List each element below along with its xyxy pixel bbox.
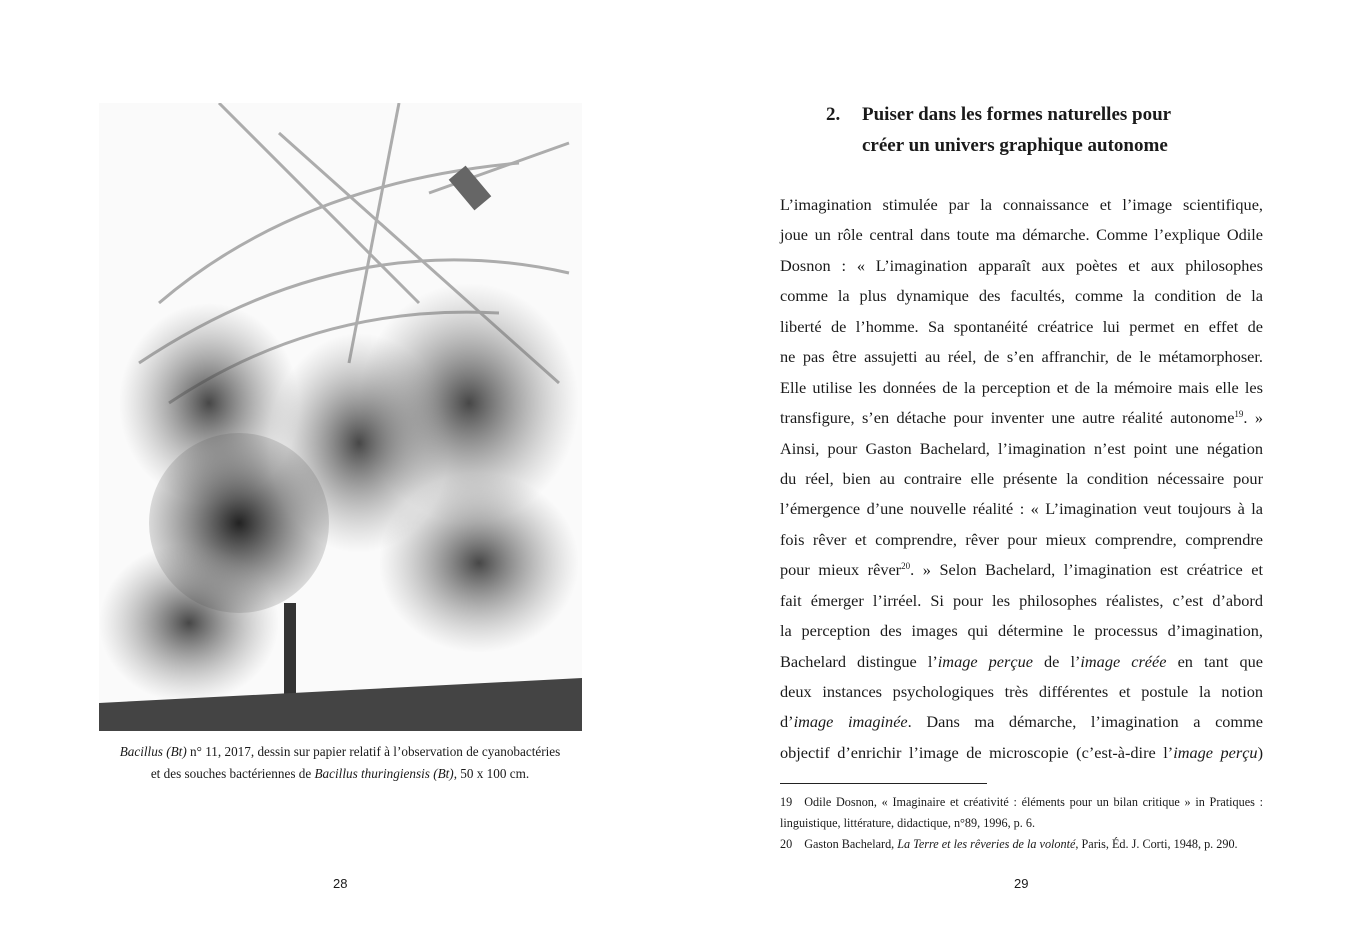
text-run: liberté de l’homme. Sa spontanéité créatrice lui permet en effet de [780, 316, 1263, 336]
body-line [780, 647, 1263, 677]
italic-term: image perçu [1173, 742, 1258, 762]
text-run: Dosnon : « L’imagination apparaît aux poètes et aux philosophes [780, 255, 1263, 275]
text-run: objectif d’enrichir l’image de microscopie (c’est-à-dire l’ [780, 742, 1174, 762]
caption-text: , 50 x 100 cm. [453, 766, 530, 781]
text-run: fois rêver et comprendre, rêver pour mieux comprendre, comprendre [780, 529, 1263, 549]
body-line [780, 494, 1263, 524]
footnote-separator [780, 783, 987, 784]
text-run: transfigure, s’en détache pour inventer une autre réalité autonome [780, 408, 1235, 428]
section-number: 2. [826, 104, 841, 125]
section-heading [826, 99, 1171, 161]
footnote-19 [780, 792, 1263, 813]
body-line [780, 738, 1263, 768]
page-number-right: 29 [1014, 876, 1029, 891]
caption-text: et des souches bactériennes de [150, 766, 315, 781]
footnote-ref: 19 [1234, 409, 1244, 420]
body-text [780, 190, 1263, 768]
text-run: en tant que [1166, 651, 1263, 671]
body-line [780, 220, 1263, 250]
footnote-book-title: La Terre et les rêveries de la volonté [897, 837, 1076, 851]
caption-text: n° 11, 2017, dessin sur papier relatif à l’observation de cyanobactéries [186, 744, 561, 759]
text-run: Ainsi, pour Gaston Bachelard, l’imagination n’est point une négation [780, 438, 1263, 458]
text-run: fait émerger l’irréel. Si pour les philosophes réalistes, c’est d’abord [780, 590, 1263, 610]
caption-title: Bacillus (Bt) [119, 744, 187, 759]
italic-term: image créée [1080, 651, 1167, 671]
text-run: l’émergence d’une nouvelle réalité : « L’imagination veut toujours à la [780, 499, 1263, 519]
footnote-20 [780, 834, 1263, 855]
body-line [780, 555, 1263, 585]
text-run: ) [1257, 742, 1263, 762]
caption-species: Bacillus thuringiensis (Bt) [314, 766, 454, 781]
body-line [780, 190, 1263, 220]
text-run: . » [1243, 408, 1263, 428]
footnotes [780, 792, 1263, 855]
body-line [780, 464, 1263, 494]
page-number-left: 28 [333, 876, 348, 891]
body-line [780, 434, 1263, 464]
body-line [780, 373, 1263, 403]
footnote-text: , Paris, Éd. J. Corti, 1948, p. 290. [1075, 837, 1238, 851]
body-line [780, 312, 1263, 342]
italic-term: image perçue [937, 651, 1033, 671]
body-line [780, 525, 1263, 555]
body-line [780, 707, 1263, 737]
text-run: joue un rôle central dans toute ma démarche. Comme l’explique Odile [780, 225, 1263, 245]
footnote-number: 20 [780, 837, 793, 851]
text-run: pour mieux rêver [780, 560, 902, 580]
artwork-drawing [99, 103, 582, 731]
figure-caption [100, 741, 580, 785]
body-line [780, 403, 1263, 433]
text-run: de l’ [1032, 651, 1081, 671]
footnote-19-cont: linguistique, littérature, didactique, n°89, 1996, p. 6. [780, 816, 1036, 830]
text-run: . Dans ma démarche, l’imagination a comme [907, 712, 1263, 732]
body-line [780, 586, 1263, 616]
footnote-text: Odile Dosnon, « Imaginaire et créativité : éléments pour un bilan critique » in Pratiques : [804, 795, 1263, 809]
italic-term: image imaginée [793, 712, 908, 732]
text-run: du réel, bien au contraire elle présente la condition nécessaire pour [780, 468, 1263, 488]
text-run: Elle utilise les données de la perception et de la mémoire mais elle les [780, 377, 1263, 397]
text-run: d’ [780, 712, 794, 732]
text-run: deux instances psychologiques très différentes et postule la notion [780, 682, 1263, 701]
text-run: ne pas être assujetti au réel, de s’en affranchir, de le métamorphoser. [780, 347, 1263, 367]
footnote-ref: 20 [901, 561, 911, 572]
text-run: la perception des images qui détermine le processus d’imagination, [780, 621, 1263, 641]
bacillus-drawing-image [99, 103, 582, 731]
body-line [780, 677, 1263, 707]
footnote-text: Gaston Bachelard, [804, 837, 898, 851]
text-run: comme la plus dynamique des facultés, comme la condition de la [780, 286, 1263, 306]
text-run: Bachelard distingue l’ [780, 651, 938, 671]
heading-line: créer un univers graphique autonome [862, 135, 1168, 156]
text-run: . » Selon Bachelard, l’imagination est créatrice et [910, 560, 1263, 580]
body-line [780, 342, 1263, 372]
text-run: L’imagination stimulée par la connaissance et l’image scientifique, [780, 195, 1263, 214]
body-line [780, 251, 1263, 281]
footnote-number: 19 [780, 795, 793, 809]
body-line [780, 616, 1263, 646]
body-line [780, 281, 1263, 311]
heading-line: Puiser dans les formes naturelles pour [862, 104, 1172, 125]
